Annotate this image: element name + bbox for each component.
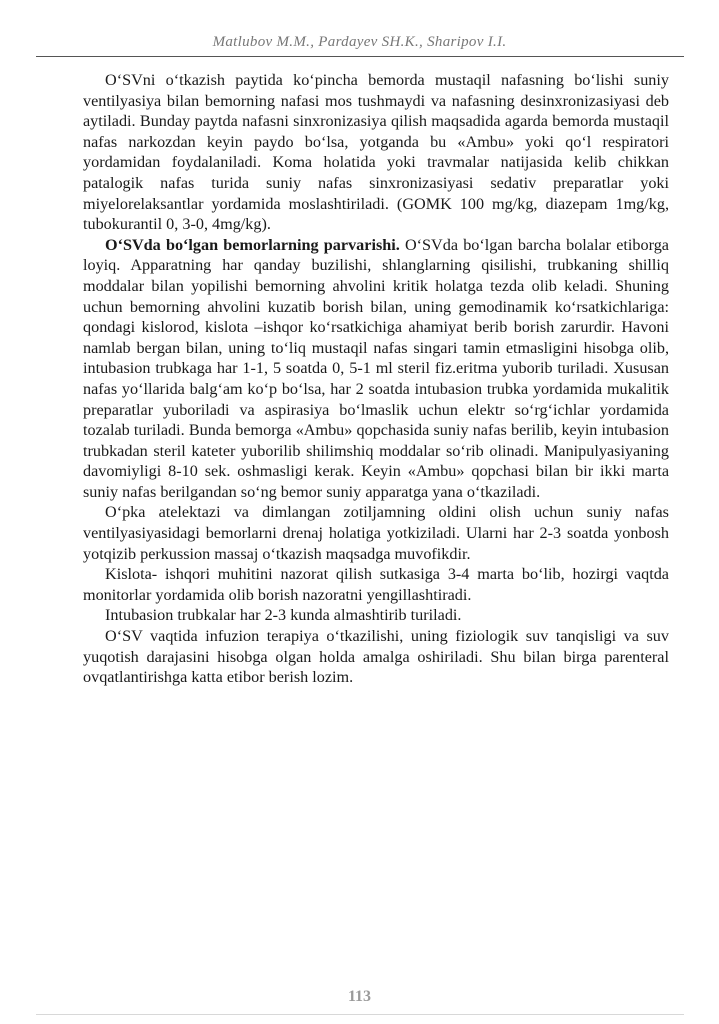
- body-text: [83, 70, 669, 688]
- paragraph-1: [83, 70, 669, 235]
- section-heading: O‘SVda bo‘lgan bemorlarning parvarishi.: [105, 235, 400, 254]
- paragraph-5: [83, 605, 669, 626]
- running-head: Matlubov M.M., Pardayev SH.K., Sharipov I.I.: [212, 34, 507, 50]
- footer-rule: [36, 1014, 684, 1015]
- paragraph-2: [83, 235, 669, 503]
- paragraph-5-text: Intubasion trubkalar har 2-3 kunda almashtirib turiladi.: [105, 606, 462, 625]
- paragraph-6-text: O‘SV vaqtida infuzion terapiya o‘tkazilishi, uning fiziologik suv tanqisligi va suv yuqotish darajasini hisobga olgan holda amalga oshiriladi. Shu bilan birga parenteral ovqatlantirishga katta etibor berish lozim.: [83, 627, 669, 687]
- paragraph-3: [83, 502, 669, 564]
- paragraph-6: [83, 626, 669, 688]
- paragraph-2-text: O‘SVda bo‘lgan barcha bolalar etiborga loyiq. Apparatning har qanday buzilishi, shlanglarning qisilishi, trubkaning shilliq moddalar bilan yopilishi bemorning ahvolini kritik holatga tezda olib keladi. Shuning uchun bemorning ahvolini kuzatib borish bilan, uning gemodinamik ko‘rsatkichlariga: qondagi kislorod, kislota –ishqor ko‘rsatkichiga ahamiyat berib borish zarurdir. Havoni namlab bergan bilan, uning to‘liq mustaqil nafas singari tamin etmasligini hisobga olib, intubasion trubkaga har 1-1, 5 soatda 0, 5-1 ml steril fiz.eritma yuborib turiladi. Xususan nafas yo‘llarida balg‘am ko‘p bo‘lsa, har 2 soatda intubasion trubka yordamida mukalitik preparatlar yuboriladi va aspirasiya bo‘lmaslik uchun elektr so‘rg‘ichlar yordamida tozalab turiladi. Bunda bemorga «Ambu» qopchasida suniy nafas berilib, keyin intubasion trubkadan steril kateter yuborilib shilimshiq moddalar so‘rib olinadi. Manipulyasiyaning davomiyligi 8-10 sek. oshmasligi kerak. Keyin «Ambu» qopchasi bilan bir ikki marta suniy nafas berilgandan so‘ng bemor suniy apparatga yana o‘tkaziladi.: [83, 235, 669, 501]
- paragraph-4-text: Kislota- ishqori muhitini nazorat qilish sutkasiga 3-4 marta bo‘lib, hozirgi vaqtda monitorlar yordamida olib borish nazoratni yengillashtiradi.: [83, 565, 669, 604]
- paragraph-3-text: O‘pka atelektazi va dimlangan zotiljamning oldini olish uchun suniy nafas ventilyasiyasidagi bemorlarni drenaj holatiga yotkiziladi. Ularni har 2-3 soatda yonbosh yotqizib perkussion massaj o‘tkazish maqsadga muvofikdir.: [83, 503, 669, 563]
- page-number: 113: [347, 988, 372, 1005]
- paragraph-1-text: O‘SVni o‘tkazish paytida ko‘pincha bemorda mustaqil nafasning bo‘lishi suniy ventilyasiya bilan bemorning nafasi mos tushmaydi va nafasning desinxronizasiyasi deb aytiladi. Bunday paytda nafasni sinxronizasiya qilish maqsadida agarda bemorda mustaqil nafas narkozdan keyin paydo bo‘lsa, yotganda bu «Ambu» yoki qo‘l respiratori yordamidan foydalaniladi. Koma holatida yoki travmalar natijasida kelib chikkan patalogik nafas turida suniy nafas sinxronizasiyasi sedativ preparatlar yoki miyelorelaksantlar yordamida moslashtiriladi. (GOMK 100 mg/kg, diazepam 1mg/kg, tubokurantil 0, 3-0, 4mg/kg).: [83, 71, 669, 234]
- header-rule: [36, 56, 684, 57]
- paragraph-4: [83, 564, 669, 605]
